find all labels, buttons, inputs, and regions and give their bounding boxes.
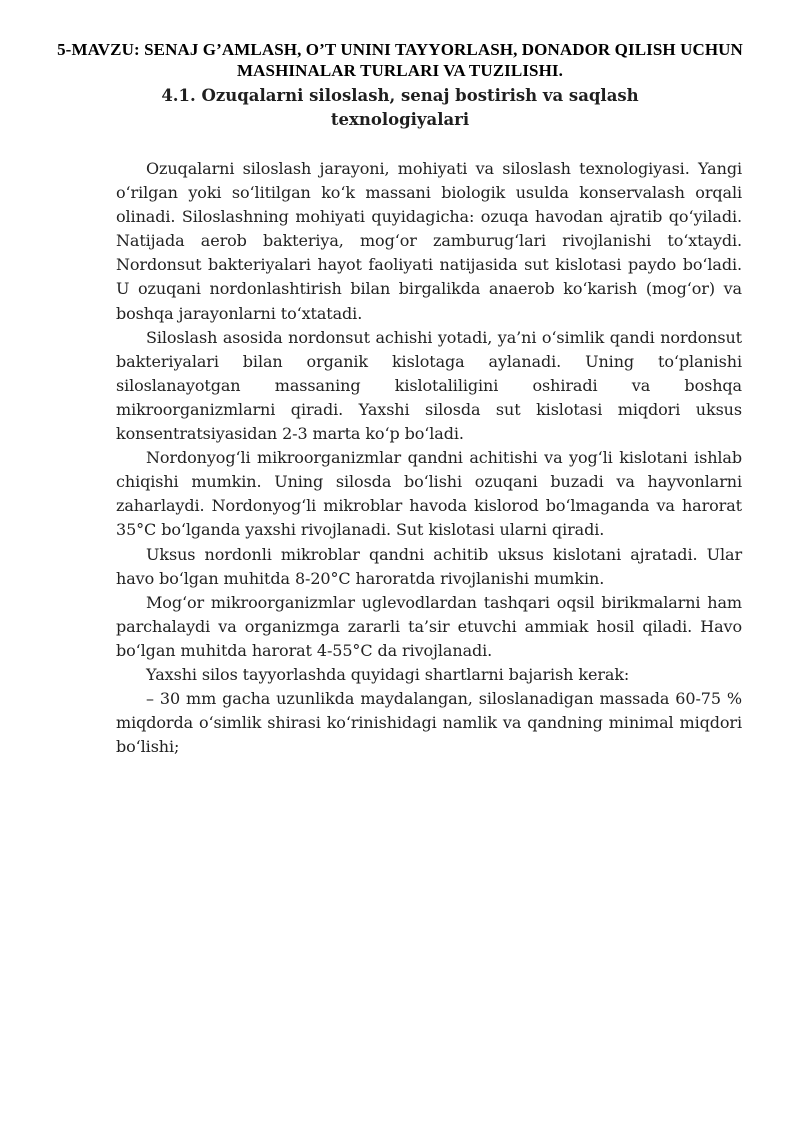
paragraph-nordonsut-achish: Siloslash asosida nordonsut achishi yotadi, ya’ni o‘simlik qandi nordonsut bakteriyalari bilan organik kislotaga aylanadi. Uning to‘planishi siloslanayotgan massaning kislotaliligini oshiradi va boshqa mikroorganizmlarni qiradi. Yaxshi silosda sut kislotasi miqdori uksus konsentratsiyasidan 2-3 marta ko‘p bo‘ladi. [116,327,742,444]
list-item-condition: – 30 mm gacha uzunlikda maydalangan, siloslanadigan massada 60-75 % miqdorda o‘simlik shirasi ko‘rinishidagi namlik va qandning minimal miqdori bo‘lishi; [116,689,742,757]
paragraph-mogor: Mog‘or mikroorganizmlar uglevodlardan tashqari oqsil birikmalarni ham parchalaydi va organizmga zararli ta’sir etuvchi ammiak hosil qiladi. Havo bo‘lgan muhitda harorat 4-55°C da rivojlanadi. [116,592,742,660]
section-heading: 4.1. Ozuqalarni siloslash, senaj bostirish va saqlash texnologiyalari [161,86,639,129]
paragraph-uksus: Uksus nordonli mikroblar qandni achitib uksus kislotani ajratadi. Ular havo bo‘lgan muhitda 8-20°C haroratda rivojlanishi mumkin. [116,544,742,588]
paragraph-nordonyogli: Nordonyog‘li mikroorganizmlar qandni achitishi va yog‘li kislotani ishlab chiqishi mumkin. Uning silosda bo‘lishi ozuqani buzadi va hayvonlarni zaharlaydi. Nordonyog‘li mikroblar havoda kislorod bo‘lmaganda va harorat 35°C bo‘lganda yaxshi rivojlanadi. Sut kislotasi ularni qiradi. [116,448,742,540]
topic-heading: 5-MAVZU: SENAJ G’AMLASH, O’T UNINI TAYYORLASH, DONADOR QILISH UCHUN MASHINALAR TURLARI VA TUZILISHI. [57,40,743,80]
paragraph-siloslash-intro: Ozuqalarni siloslash jarayoni, mohiyati va siloslash texnologiyasi. Yangi o‘rilgan yoki so‘litilgan ko‘k massani biologik usulda konservalash orqali olinadi. Siloslashning mohiyati quyidagicha: ozuqa havodan ajratib qo‘yiladi. Natijada aerob bakteriya, mog‘or zamburug‘lari rivojlanishi to‘xtaydi. Nordonsut bakteriyalari hayot faoliyati natijasida sut kislotasi paydo bo‘ladi. U ozuqani nordonlashtirish bilan birgalikda anaerob ko‘karish (mog‘or) va boshqa jarayonlarni to‘xtatadi. [116,159,742,323]
body-text [116,157,742,759]
paragraph-conditions-intro: Yaxshi silos tayyorlashda quyidagi shartlarni bajarish kerak: [146,664,630,684]
